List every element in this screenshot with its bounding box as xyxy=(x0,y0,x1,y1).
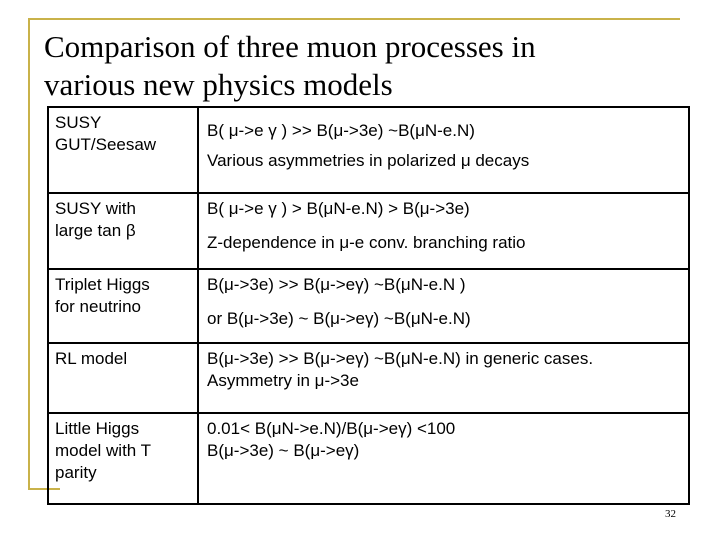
process-line: Various asymmetries in polarized μ decays xyxy=(207,151,530,170)
slide-title xyxy=(44,28,684,104)
model-name: Little Higgs xyxy=(55,419,140,438)
process-cell xyxy=(198,193,689,269)
table-row xyxy=(48,193,689,269)
model-name: SUSY with xyxy=(55,199,136,218)
process-line: 0.01< B(μN->e.N)/B(μ->eγ) <100 xyxy=(207,419,456,438)
comparison-table xyxy=(47,106,690,505)
model-name: parity xyxy=(55,463,97,482)
process-line: B(μ->3e) ~ B(μ->eγ) xyxy=(207,441,360,460)
process-line: Asymmetry in μ->3e xyxy=(207,371,359,390)
slide-title-line-1: Comparison of three muon processes in xyxy=(44,29,536,64)
model-name: Triplet Higgs xyxy=(55,275,150,294)
table-row xyxy=(48,107,689,193)
model-name: SUSY xyxy=(55,113,102,132)
process-cell xyxy=(198,343,689,413)
model-name: GUT/Seesaw xyxy=(55,135,157,154)
process-line: B( μ->e γ ) > B(μN-e.N) > B(μ->3e) xyxy=(207,199,470,218)
model-cell xyxy=(48,107,198,193)
model-name: large tan β xyxy=(55,221,136,240)
process-line: Z-dependence in μ-e conv. branching ratio xyxy=(207,233,526,252)
model-cell xyxy=(48,193,198,269)
model-name: RL model xyxy=(55,349,128,368)
page-number: 32 xyxy=(665,508,676,520)
model-name: for neutrino xyxy=(55,297,141,316)
process-line: or B(μ->3e) ~ B(μ->eγ) ~B(μN-e.N) xyxy=(207,309,471,328)
table-row xyxy=(48,413,689,504)
model-cell xyxy=(48,413,198,504)
process-cell xyxy=(198,269,689,343)
table-row xyxy=(48,269,689,343)
process-line: B( μ->e γ ) >> B(μ->3e) ~B(μN-e.N) xyxy=(207,121,475,140)
slide-title-line-2: various new physics models xyxy=(44,67,393,102)
process-cell xyxy=(198,413,689,504)
title-accent-line xyxy=(28,18,680,20)
process-line: B(μ->3e) >> B(μ->eγ) ~B(μN-e.N) in generic cases. xyxy=(207,349,594,368)
model-cell xyxy=(48,269,198,343)
left-accent-line xyxy=(28,18,30,488)
process-cell xyxy=(198,107,689,193)
table-row xyxy=(48,343,689,413)
model-name: model with T xyxy=(55,441,152,460)
process-line: B(μ->3e) >> B(μ->eγ) ~B(μN-e.N ) xyxy=(207,275,466,294)
model-cell xyxy=(48,343,198,413)
